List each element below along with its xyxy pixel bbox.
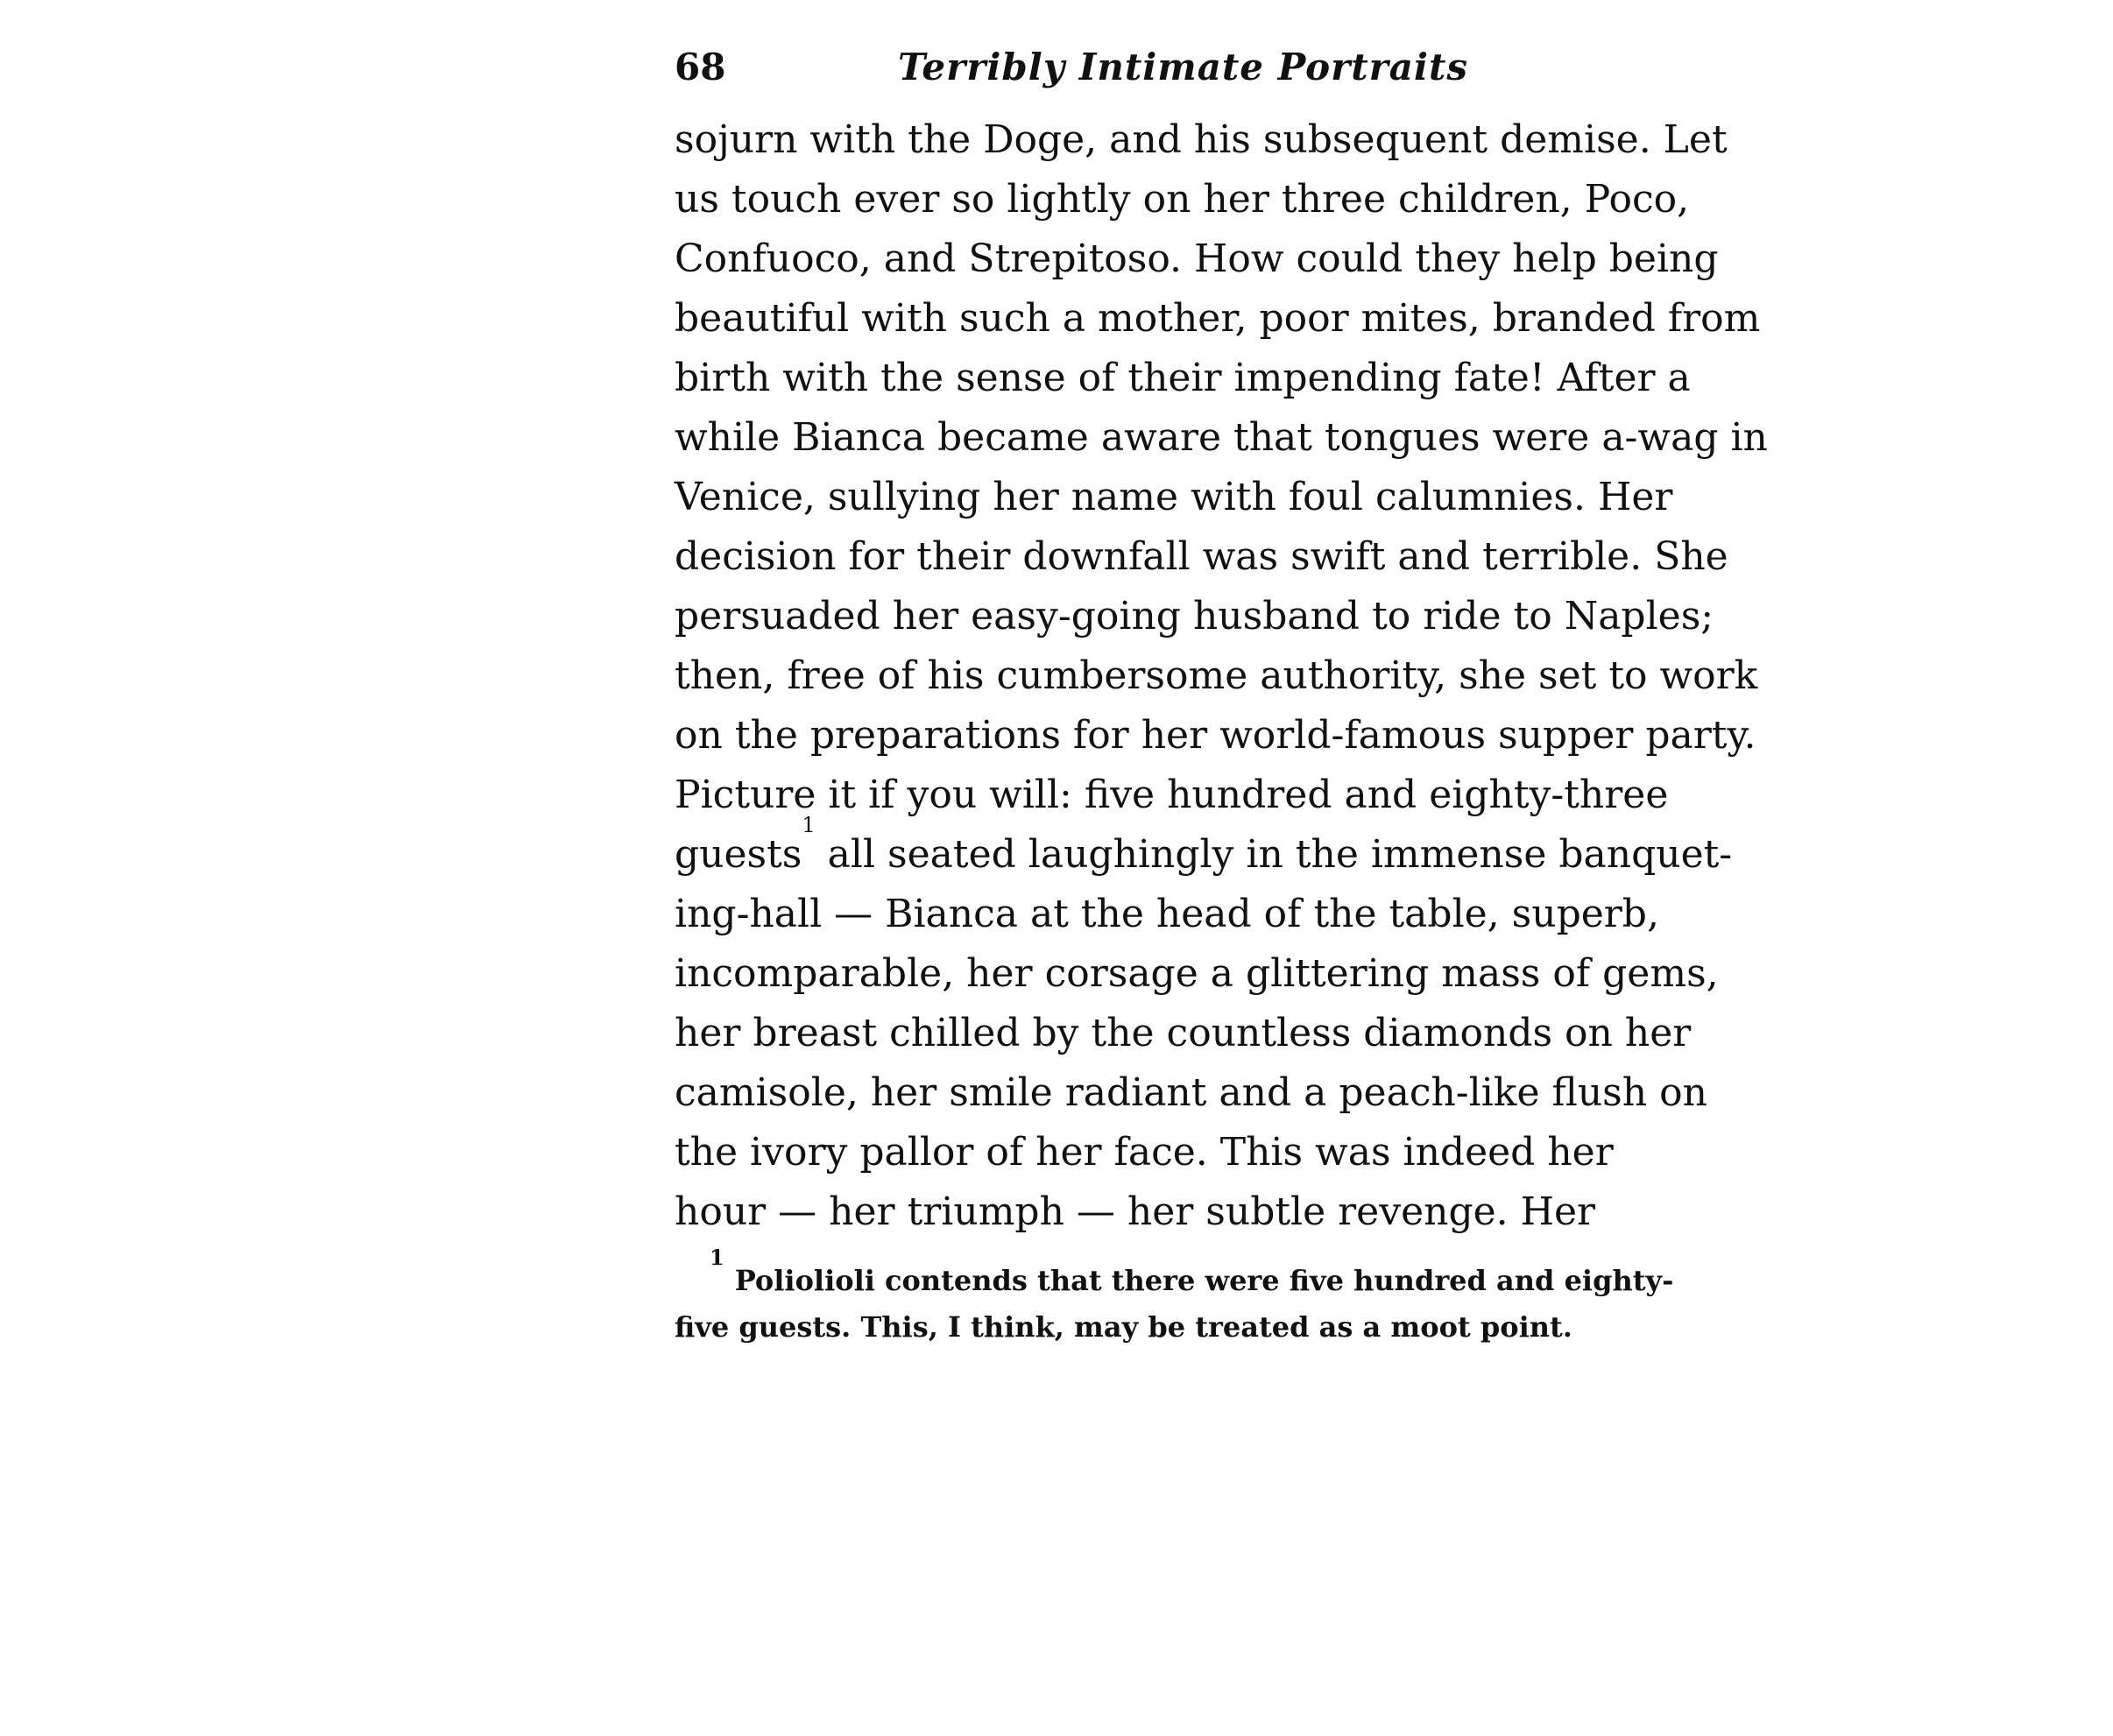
text-line: guests 1 all seated laughingly in the immense banquet- <box>675 825 1647 885</box>
text-line: sojurn with the Doge, and his subsequent demise. Let <box>675 117 1728 162</box>
text-line: incomparable, her corsage a glittering mass of gems, <box>675 951 1719 996</box>
running-head <box>675 46 1647 107</box>
text-line: decision for their downfall was swift and terrible. She <box>675 534 1728 579</box>
text-line: on the preparations for her world-famous supper party. <box>675 713 1756 758</box>
text-line: persuaded her easy-going husband to ride to Naples; <box>675 594 1714 639</box>
book-page <box>675 46 1768 1351</box>
text-line: Venice, sullying her name with foul calumnies. Her <box>675 475 1673 519</box>
footnote-line: 1 Poliolioli contends that there were five hundred and eighty- <box>675 1258 1647 1304</box>
text-line: beautiful with such a mother, poor mites, branded from <box>675 296 1761 341</box>
text-line: us touch ever so lightly on her three children, Poco, <box>675 177 1690 222</box>
footnote-marker: 1 <box>710 1245 724 1270</box>
body-text <box>675 110 1768 1242</box>
footnote-line: five guests. This, I think, may be treated as a moot point. <box>675 1310 1572 1344</box>
footnote <box>675 1245 1674 1351</box>
text-line: camisole, her smile radiant and a peach-like flush on <box>675 1070 1707 1115</box>
text-line: birth with the sense of their impending fate! After a <box>675 356 1691 400</box>
footnote-reference: 1 <box>802 813 816 837</box>
text-line: hour — her triumph — her subtle revenge. Her <box>675 1189 1596 1234</box>
text-line: Picture it if you will: five hundred and eighty-three <box>675 773 1669 817</box>
text-line: ing-hall — Bianca at the head of the table, superb, <box>675 892 1659 936</box>
text-line: Confuoco, and Strepitoso. How could they help being <box>675 236 1719 281</box>
text-line: while Bianca became aware that tongues were a-wag in <box>675 415 1768 460</box>
text-line: her breast chilled by the countless diamonds on her <box>675 1011 1692 1055</box>
running-title: Terribly Intimate Portraits <box>898 46 1468 88</box>
page-number: 68 <box>675 46 726 88</box>
text-line: the ivory pallor of her face. This was indeed her <box>675 1130 1614 1175</box>
text-line: then, free of his cumbersome authority, she set to work <box>675 653 1758 698</box>
